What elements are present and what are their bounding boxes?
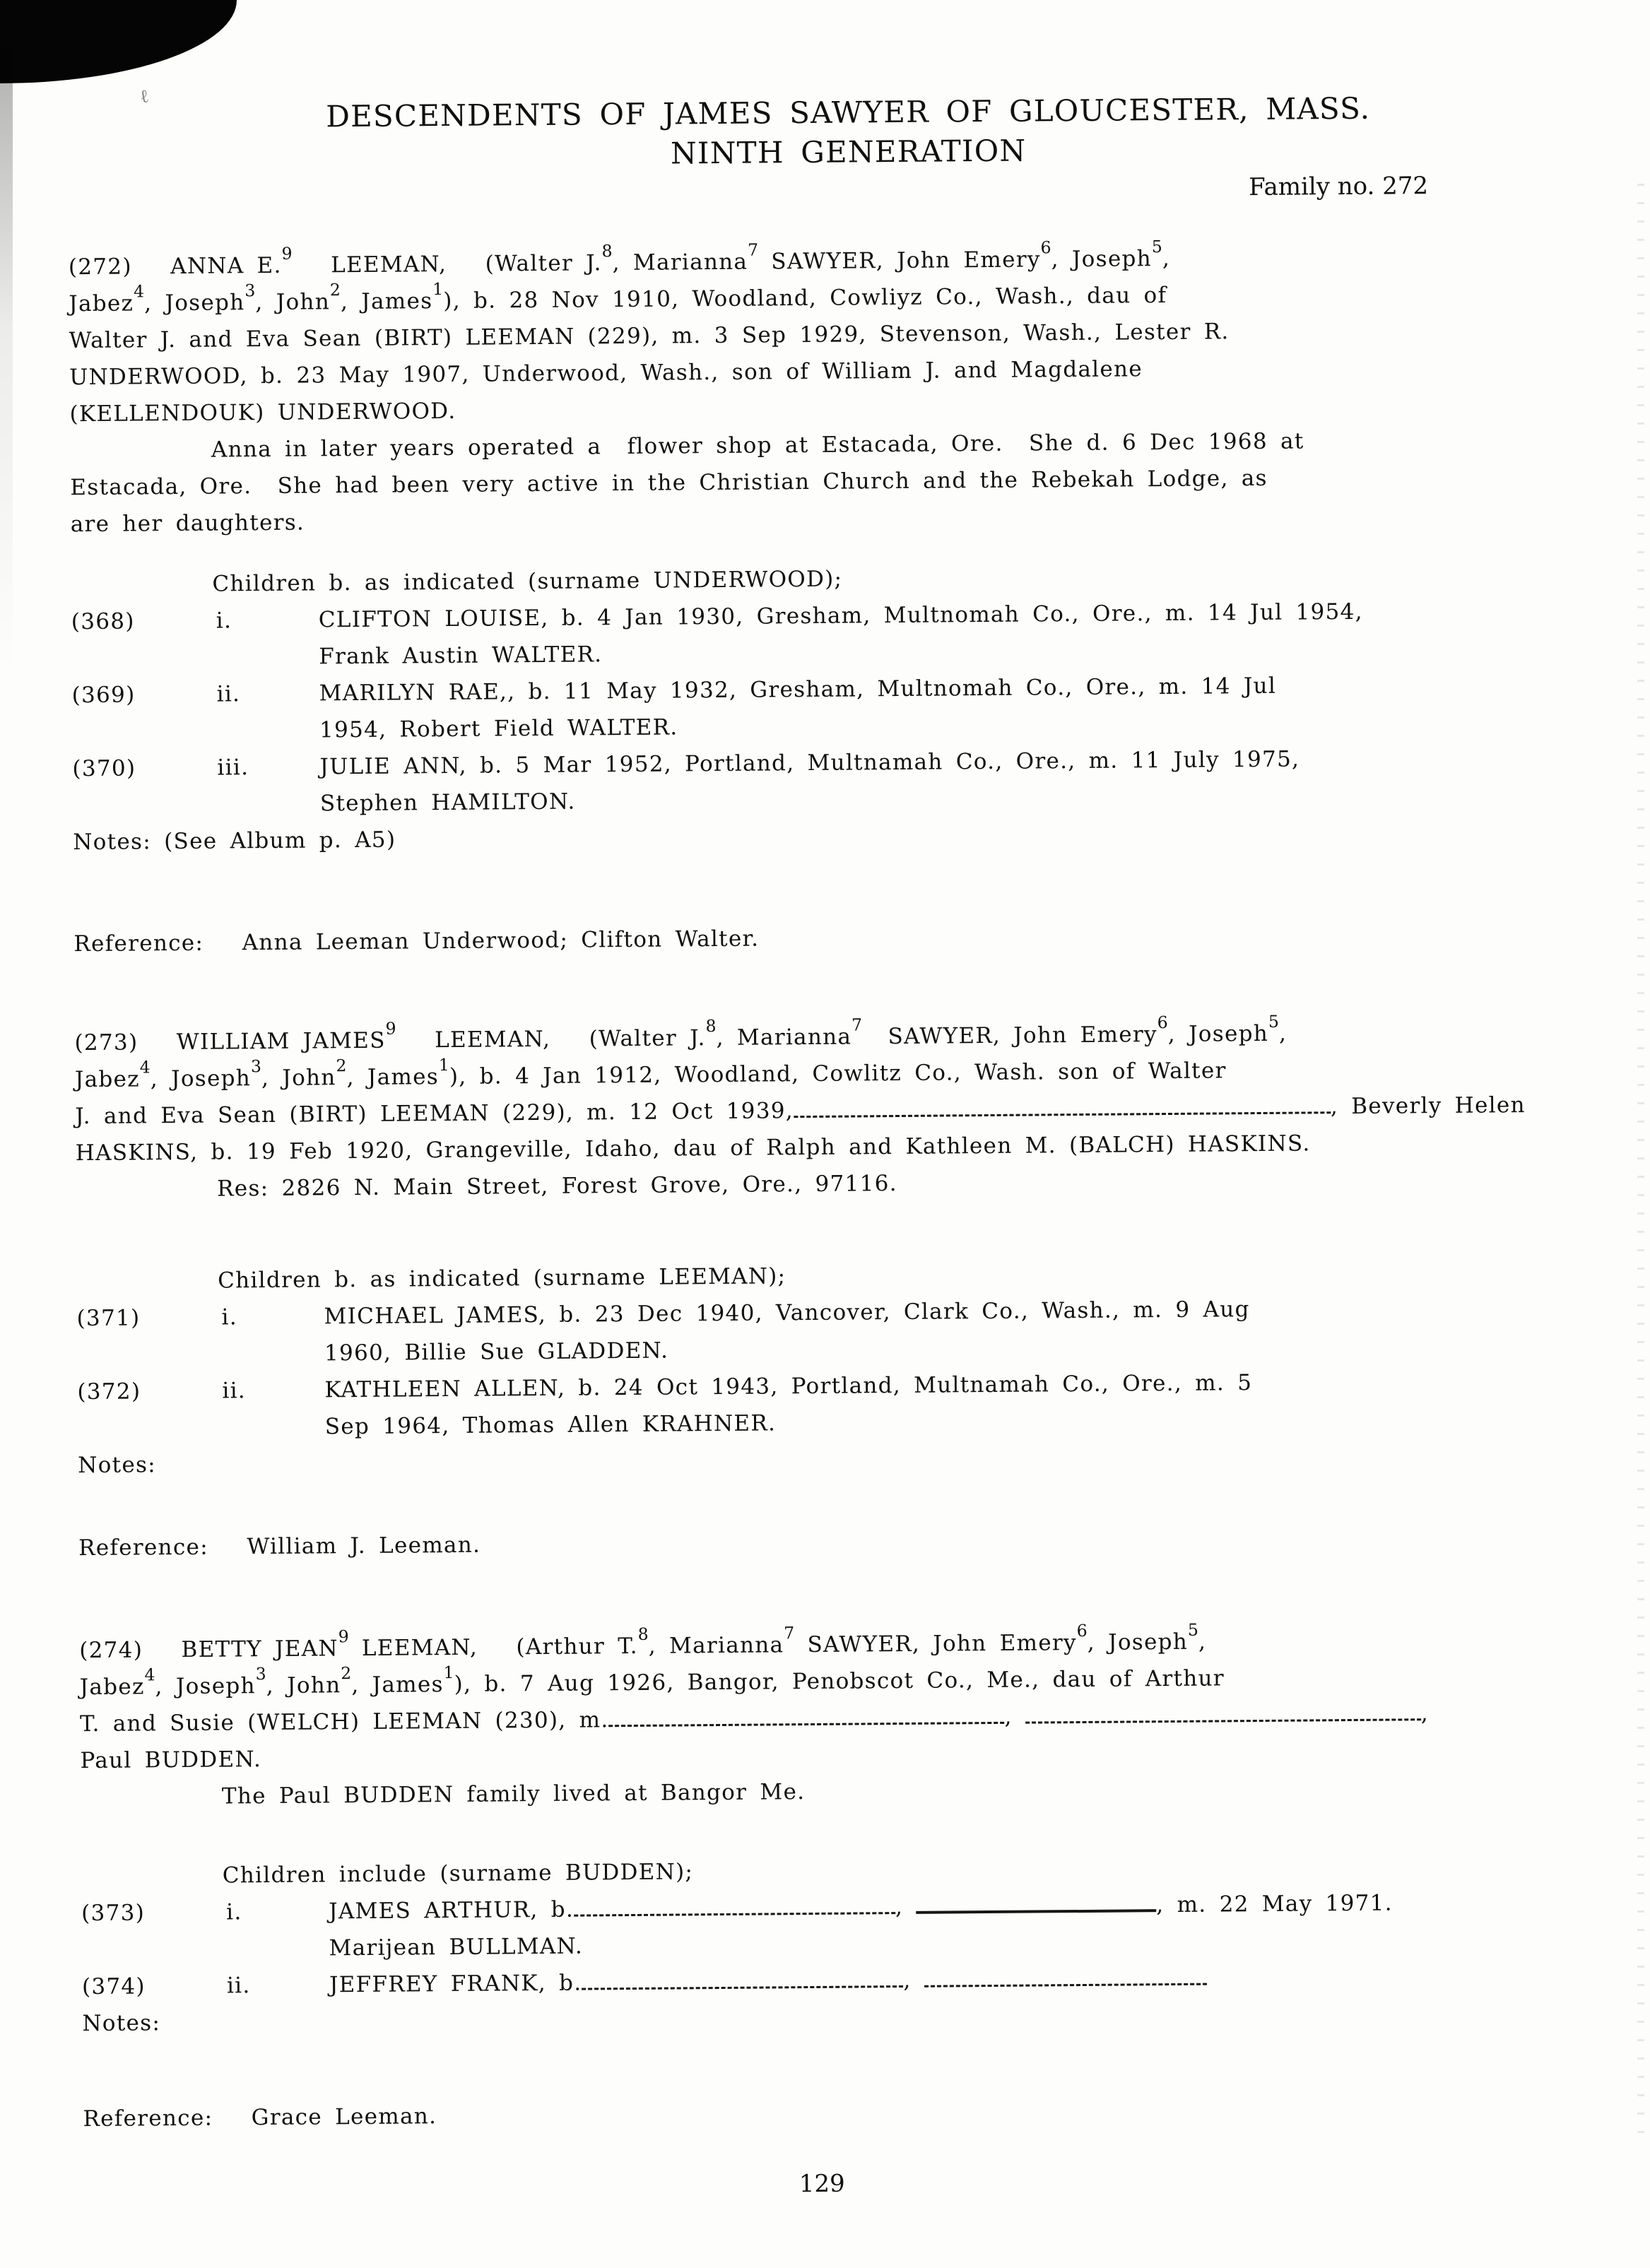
entry-head-line: Jabez$^4$, Joseph$^3$, John$^2$, James$^1$), b. 7 Aug 1926, Bangor, Penobscot Co., Me., dau of Arthur [79,1662,1225,1701]
child-line: Stephen HAMILTON. [319,789,576,817]
scan-left-edge-noise [0,49,13,671]
child-row-368 [71,592,1549,677]
child-row-372 [77,1362,1555,1447]
entry-bio-paragraph [70,421,1548,543]
page-content [67,88,1560,2208]
child-lines [319,666,1549,749]
blank-line [608,1713,1004,1727]
blank-line [574,1903,895,1917]
child-row-373 [81,1884,1559,1968]
children-heading: Children b. as indicated (surname UNDERWOOD); [212,566,843,597]
bio-line: are her daughters. [70,509,305,538]
child-line: CLIFTON LOUISE, b. 4 Jan 1930, Gresham, Multnomah Co., Ore., m. 14 Jul 1954, [318,598,1363,633]
child-roman: ii. [222,1378,247,1404]
entry-head-paragraph [69,237,1547,432]
child-number: (369) [71,682,136,709]
entry-head-line: J. and Eva Sean (BIRT) LEEMAN (229), m. 12 Oct 1939, , Beverly Helen [75,1092,1526,1130]
blank-line [1025,1710,1421,1723]
entry-273 [74,1013,1555,1566]
entry-head-paragraph [74,1013,1552,1171]
child-roman: ii. [226,1973,251,1999]
child-roman: i. [226,1899,242,1925]
page-title: DESCENDENTS OF JAMES SAWYER OF GLOUCESTER, MASS. [326,90,1371,134]
blank-line [924,1975,1207,1988]
entry-274 [79,1621,1560,2137]
child-line: MICHAEL JAMES, b. 23 Dec 1940, Vancover, Clark Co., Wash., m. 9 Aug [324,1297,1250,1330]
entry-head-paragraph [79,1621,1557,1779]
entry-head-line: (272) ANNA E.$^9$ LEEMAN, (Walter J.$^8$, Marianna$^7$ SAWYER, John Emery$^6$, Joseph$^5$, [68,236,1171,280]
reference-line: Reference: Anna Leeman Underwood; Clifton Walter. [73,926,760,957]
bio-line: Anna in later years operated a flower shop at Estacada, Ore. She d. 6 Dec 1968 at [211,428,1304,463]
child-line: KATHLEEN ALLEN, b. 24 Oct 1943, Portland, Multnamah Co., Ore., m. 5 [324,1370,1253,1403]
reference-line: Reference: Grace Leeman. [83,2103,437,2132]
child-lines [324,1289,1554,1372]
family-number: Family no. 272 [1249,172,1429,202]
reference-line: Reference: William J. Leeman. [78,1532,481,1561]
child-row-371 [76,1289,1554,1374]
child-line: JEFFREY FRANK, b. , [329,1957,1559,2004]
child-number: (372) [77,1378,141,1405]
entry-head-line: Jabez$^4$, Joseph$^3$, John$^2$, James$^1$), b. 4 Jan 1912, Woodland, Cowlitz Co., Wash. son of Walter [74,1054,1227,1093]
child-line: JAMES ARTHUR, b. , , m. 22 May 1971. [329,1890,1393,1925]
child-roman: ii. [216,681,241,707]
child-line: Marijean BULLMAN. [329,1933,584,1961]
scan-right-edge-noise [1637,184,1644,2134]
entry-head-line: UNDERWOOD, b. 23 May 1907, Underwood, Wash., son of William J. and Magdalene [69,356,1143,391]
entry-head-line: (274) BETTY JEAN$^9$ LEEMAN, (Arthur T.$^8$, Marianna$^7$ SAWYER, John Emery$^6$, Joseph$^5$, [79,1619,1207,1664]
child-lines [319,592,1549,675]
entry-head-line: Jabez$^4$, Joseph$^3$, John$^2$, James$^1$), b. 28 Nov 1910, Woodland, Cowliyz Co., Wash., dau of [69,278,1167,317]
child-row-369 [71,666,1549,750]
child-row-370 [72,739,1550,824]
blank-line [794,1103,1331,1118]
entry-272 [69,237,1551,962]
child-lines [319,739,1550,822]
blank-line [582,1977,903,1990]
child-lines [329,1884,1559,1967]
child-line: MARILYN RAE,, b. 11 May 1932, Gresham, Multnomah Co., Ore., m. 14 Jul [319,673,1277,707]
bio-line: Res: 2826 N. Main Street, Forest Grove, Ore., 97116. [217,1171,897,1202]
child-number: (373) [81,1900,146,1927]
child-line: 1954, Robert Field WALTER. [319,714,678,743]
child-number: (371) [76,1305,141,1332]
notes-line: Notes: [82,2010,161,2037]
children-heading: Children b. as indicated (surname LEEMAN); [218,1263,786,1294]
child-line: 1960, Billie Sue GLADDEN. [324,1337,669,1366]
child-roman: iii. [217,755,249,781]
scan-corner-artifact [0,0,237,83]
children-heading: Children include (surname BUDDEN); [222,1859,694,1889]
entry-head-line: T. and Susie (WELCH) LEEMAN (230), m. , , [79,1701,1430,1737]
entry-head-line: (KELLENDOUK) UNDERWOOD. [69,398,456,427]
page-subtitle: NINTH GENERATION [670,133,1027,171]
child-lines [324,1362,1555,1446]
child-number: (370) [72,755,136,782]
bio-line: The Paul BUDDEN family lived at Bangor Me. [221,1779,806,1809]
notes-line: Notes: (See Album p. A5) [73,827,396,856]
entry-head-line: (273) WILLIAM JAMES$^9$ LEEMAN, (Walter J.$^8$, Marianna$^7$ SAWYER, John Emery$^6$, Joseph$^5$, [74,1011,1287,1056]
child-line: Frank Austin WALTER. [319,642,603,670]
child-roman: i. [221,1304,238,1330]
entry-head-line: Paul BUDDEN. [80,1747,262,1774]
child-number: (368) [71,608,135,635]
page-number: 129 [799,2169,845,2199]
header-block [67,88,1545,215]
entry-head-line: HASKINS, b. 19 Feb 1920, Grangeville, Idaho, dau of Ralph and Kathleen M. (BALCH) HASKINS. [75,1130,1311,1167]
child-roman: i. [216,608,232,634]
notes-line: Notes: [78,1452,157,1479]
child-line: JULIE ANN, b. 5 Mar 1952, Portland, Multnamah Co., Ore., m. 11 July 1975, [319,746,1300,780]
blank-line [916,1901,1156,1914]
entry-head-line: Walter J. and Eva Sean (BIRT) LEEMAN (229), m. 3 Sep 1929, Stevenson, Wash., Lester R. [69,319,1230,354]
scan-stray-mark: ℓ [138,85,151,108]
bio-line: Estacada, Ore. She had been very active in the Christian Church and the Rebekah Lodge, as [70,465,1268,501]
child-line: Sep 1964, Thomas Allen KRAHNER. [324,1410,777,1440]
child-number: (374) [81,1973,146,2000]
